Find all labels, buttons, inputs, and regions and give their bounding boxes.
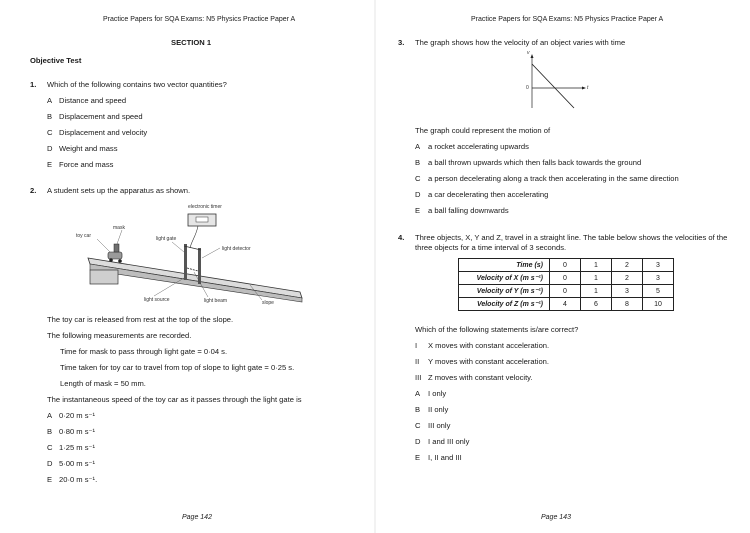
page-number: Page 142 — [182, 514, 212, 521]
table-cell: 3 — [643, 259, 674, 272]
option-text: Distance and speed — [59, 96, 127, 105]
option-letter: B — [415, 158, 421, 167]
option-text: III only — [428, 421, 451, 430]
option-letter: C — [47, 128, 53, 137]
measurement: Time taken for toy car to travel from top of slope to light gate = 0·25 s. — [60, 363, 295, 372]
label-light-detector: light detector — [222, 246, 251, 252]
option-letter: A — [415, 389, 421, 398]
option-letter: B — [415, 405, 421, 414]
question-number: 4. — [398, 233, 405, 242]
label-toy-car: toy car — [76, 233, 92, 239]
option-text: a person decelerating along a track then accelerating in the same direction — [428, 174, 679, 183]
option-text: I only — [428, 389, 447, 398]
question-text: The graph shows how the velocity of an object varies with time — [415, 38, 626, 47]
option-letter: D — [47, 144, 53, 153]
option-letter: E — [47, 475, 53, 484]
table-cell: 1 — [581, 285, 612, 298]
label-light-gate: light gate — [156, 236, 177, 242]
table-cell: 1 — [581, 259, 612, 272]
option-letter: A — [415, 142, 421, 151]
option-letter: D — [47, 459, 53, 468]
question-text: The following measurements are recorded. — [47, 331, 192, 340]
statement-number: I — [415, 341, 418, 350]
velocity-time-graph — [518, 52, 590, 110]
option-letter: A — [47, 411, 53, 420]
option-text: 0·80 m s⁻¹ — [59, 427, 96, 436]
statement-text: X moves with constant acceleration. — [428, 341, 550, 350]
label-mask: mask — [113, 225, 125, 231]
question-text: The toy car is released from rest at the top of the slope. — [47, 315, 234, 324]
question-text: The graph could represent the motion of — [415, 126, 551, 135]
option-text: Displacement and velocity — [59, 128, 148, 137]
question-number: 3. — [398, 38, 405, 47]
table-row — [459, 259, 674, 272]
question-text: Which of the following statements is/are correct? — [415, 325, 579, 334]
table-cell: 8 — [612, 298, 643, 311]
label-slope: slope — [262, 300, 274, 306]
graph-line — [532, 64, 574, 108]
option-text: Weight and mass — [59, 144, 118, 153]
running-header: Practice Papers for SQA Exams: N5 Physics Practice Paper A — [471, 16, 664, 23]
option-text: 1·25 m s⁻¹ — [59, 443, 96, 452]
light-gate-post — [198, 248, 201, 284]
section-title: SECTION 1 — [171, 38, 212, 47]
slope-ramp — [88, 258, 302, 298]
option-letter: B — [47, 112, 53, 121]
page-number: Page 143 — [541, 514, 571, 521]
table-cell: 4 — [550, 298, 581, 311]
option-letter: E — [415, 206, 421, 215]
light-gate-post — [184, 244, 187, 280]
section-subtitle: Objective Test — [30, 56, 82, 65]
axis-label-v: v — [527, 50, 530, 56]
question-text: Which of the following contains two vector quantities? — [47, 80, 227, 89]
option-text: a rocket accelerating upwards — [428, 142, 529, 151]
light-beam — [187, 268, 198, 271]
table-cell: 0 — [550, 285, 581, 298]
slope-ramp-side — [90, 264, 302, 302]
option-text: 5·00 m s⁻¹ — [59, 459, 96, 468]
table-row-header: Velocity of Z (m s⁻¹) — [459, 298, 550, 311]
table-cell: 1 — [581, 272, 612, 285]
page-gutter — [374, 0, 376, 533]
label-electronic-timer: electronic timer — [188, 204, 222, 210]
velocity-table — [458, 258, 674, 311]
option-letter: E — [47, 160, 53, 169]
table-row — [459, 272, 674, 285]
statement-number: II — [415, 357, 420, 366]
table-cell: 0 — [550, 272, 581, 285]
option-text: 20·0 m s⁻¹. — [59, 475, 98, 484]
option-letter: D — [415, 437, 421, 446]
option-text: a ball falling downwards — [428, 206, 509, 215]
axis-origin: 0 — [526, 85, 529, 91]
table-cell: 10 — [643, 298, 674, 311]
table-cell: 3 — [612, 285, 643, 298]
statement-text: Z moves with constant velocity. — [428, 373, 533, 382]
option-letter: C — [415, 174, 421, 183]
apparatus-diagram — [70, 200, 310, 310]
option-text: Force and mass — [59, 160, 114, 169]
option-letter: D — [415, 190, 421, 199]
option-text: a car decelerating then accelerating — [428, 190, 549, 199]
table-row-header: Time (s) — [459, 259, 550, 272]
option-letter: C — [47, 443, 53, 452]
statement-number: III — [415, 373, 422, 382]
table-cell: 0 — [550, 259, 581, 272]
option-text: I and III only — [428, 437, 470, 446]
mask — [114, 244, 119, 252]
table-cell: 3 — [643, 272, 674, 285]
option-letter: C — [415, 421, 421, 430]
table-row-header: Velocity of X (m s⁻¹) — [459, 272, 550, 285]
table-cell: 6 — [581, 298, 612, 311]
option-letter: B — [47, 427, 53, 436]
option-text: Displacement and speed — [59, 112, 143, 121]
table-row — [459, 298, 674, 311]
question-text: A student sets up the apparatus as shown. — [47, 186, 191, 195]
option-text: a ball thrown upwards which then falls back towards the ground — [428, 158, 642, 167]
statement-text: Y moves with constant acceleration. — [428, 357, 549, 366]
question-text: three objects for a time interval of 3 seconds. — [415, 243, 567, 252]
option-text: I, II and III — [428, 453, 462, 462]
axis-label-t: t — [587, 85, 589, 91]
question-text: Three objects, X, Y and Z, travel in a straight line. The table below shows the velocities of the — [415, 233, 728, 242]
question-number: 2. — [30, 186, 37, 195]
measurement: Time for mask to pass through light gate = 0·04 s. — [60, 347, 228, 356]
question-text: The instantaneous speed of the toy car as it passes through the light gate is — [47, 395, 302, 404]
option-letter: E — [415, 453, 421, 462]
ramp-support — [90, 270, 118, 284]
option-letter: A — [47, 96, 53, 105]
label-light-source: light source — [144, 297, 170, 303]
table-cell: 2 — [612, 272, 643, 285]
table-row-header: Velocity of Y (m s⁻¹) — [459, 285, 550, 298]
option-text: II only — [428, 405, 449, 414]
table-cell: 5 — [643, 285, 674, 298]
measurement: Length of mask = 50 mm. — [60, 379, 146, 388]
toy-car — [108, 252, 122, 259]
label-light-beam: light beam — [204, 298, 228, 304]
option-text: 0·20 m s⁻¹ — [59, 411, 96, 420]
table-cell: 2 — [612, 259, 643, 272]
running-header: Practice Papers for SQA Exams: N5 Physics Practice Paper A — [103, 16, 296, 23]
question-number: 1. — [30, 80, 37, 89]
table-row — [459, 285, 674, 298]
